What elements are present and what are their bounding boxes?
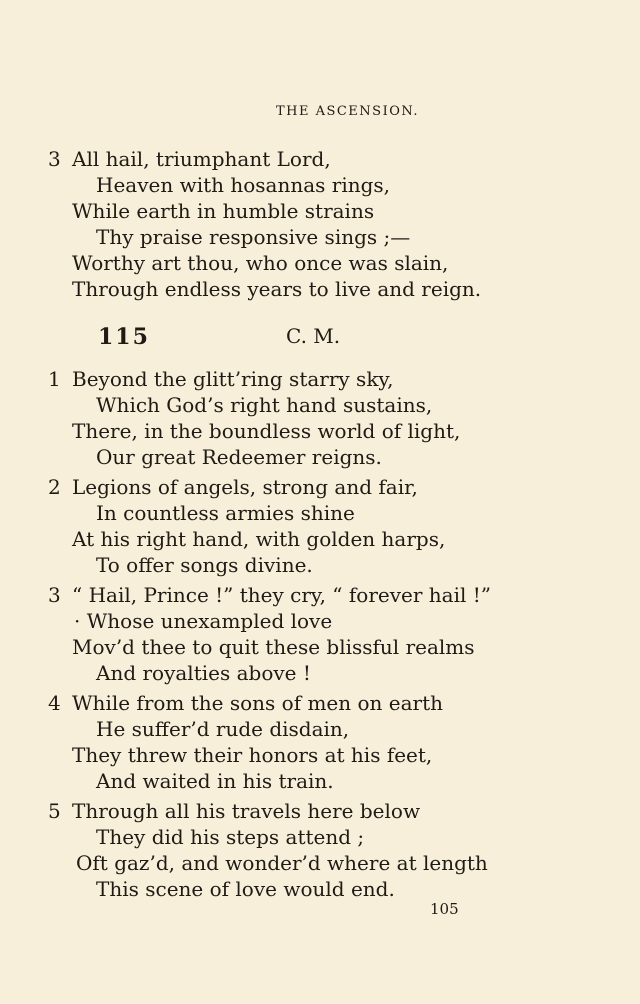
stanza-number: 1 (48, 367, 61, 391)
stanza-line: 3 “ Hail, Prince !” they cry, “ forever hail !” (48, 583, 491, 607)
stanza-number: 2 (48, 475, 61, 499)
stanza-line: · Whose unexampled love (74, 609, 333, 633)
stanza-line: To offer songs divine. (96, 553, 313, 577)
stanza-line: They threw their honors at his feet, (72, 743, 433, 767)
stanza-number: 3 (48, 583, 61, 607)
stanza-line: And royalties above ! (96, 661, 311, 685)
stanza-line: In countless armies shine (96, 501, 355, 525)
stanza-line: 5 Through all his travels here below (48, 799, 421, 823)
stanza-line: They did his steps attend ; (96, 825, 365, 849)
hymn-stanza-3 (48, 582, 608, 686)
page-number: 105 (430, 900, 459, 918)
hymn-meter: C. M. (286, 324, 341, 348)
hymn-stanza-5 (48, 798, 608, 902)
stanza-line: 4 While from the sons of men on earth (48, 691, 444, 715)
stanza-line: While earth in humble strains (72, 199, 375, 223)
stanza-line: Through endless years to live and reign. (72, 277, 482, 301)
stanza-line: Which God’s right hand sustains, (96, 393, 433, 417)
stanza-line: He suffer’d rude disdain, (96, 717, 350, 741)
hymn-stanza-4 (48, 690, 608, 794)
hymn-stanza-2 (48, 474, 608, 578)
stanza-number: 5 (48, 799, 61, 823)
running-title: THE ASCENSION. (275, 104, 420, 119)
stanza-line: Heaven with hosannas rings, (96, 173, 391, 197)
running-head (0, 104, 640, 119)
stanza-line: 3 All hail, triumphant Lord, (48, 147, 331, 171)
stanza-line: Oft gaz’d, and wonder’d where at length (76, 851, 488, 875)
stanza-line: And waited in his train. (96, 769, 334, 793)
stanza-line: 1 Beyond the glitt’ring starry sky, (48, 367, 394, 391)
stanza-number: 4 (48, 691, 61, 715)
stanza-number: 3 (48, 147, 61, 171)
stanza-line: At his right hand, with golden harps, (72, 527, 446, 551)
stanza-line: There, in the boundless world of light, (72, 419, 461, 443)
stanza-line: This scene of love would end. (96, 877, 395, 901)
stanza-line: Worthy art thou, who once was slain, (72, 251, 449, 275)
stanza-line: Thy praise responsive sings ;— (96, 225, 411, 249)
stanza-line: Our great Redeemer reigns. (96, 445, 382, 469)
stanza-line: Mov’d thee to quit these blissful realms (72, 635, 475, 659)
stanza-line: 2 Legions of angels, strong and fair, (48, 475, 418, 499)
hymn-number: 115 (98, 324, 150, 350)
hymn-stanza-1 (48, 366, 608, 470)
prev-hymn-stanza (48, 146, 608, 302)
